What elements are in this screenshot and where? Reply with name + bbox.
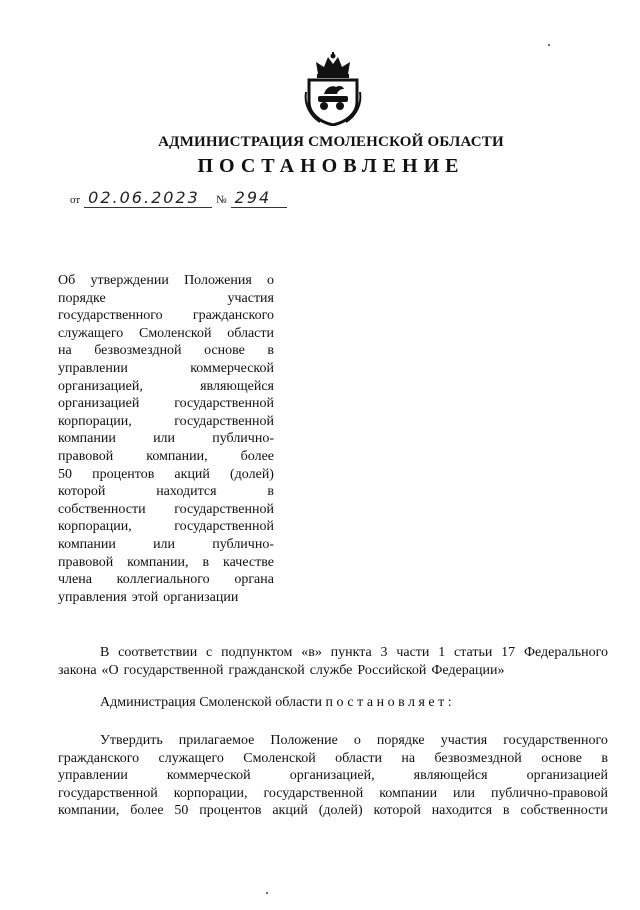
paragraph-line: управлении коммерческой организацией, являющейся организацией [58,768,608,784]
date-number-line [70,186,287,208]
title-line: компании или публично- [58,431,274,447]
paragraph-line: гражданского служащего Смоленской области на безвозмездной основе в [58,750,608,766]
paragraph-line: В соответствии с подпунктом «в» пункта 3 части 1 статьи 17 Федерального [100,645,608,660]
handwritten-number: 294 [231,189,287,208]
title-line: компании или публично- [58,536,274,552]
scan-speck [548,44,550,46]
title-line: 50 процентов акций (долей) [58,466,274,482]
document-type: ПОСТАНОВЛЕНИЕ [197,155,465,177]
number-prefix: № [216,194,227,206]
title-line: порядке участия [58,290,274,306]
title-line: организацией, являющейся [58,378,274,394]
title-line: правовой компании, в качестве [58,554,274,570]
title-line: которой находится в [58,484,274,500]
decision-paragraph [58,732,608,820]
title-line: члена коллегиального органа [58,572,274,588]
resolution-statement [58,694,608,712]
title-line: правовой компании, более [58,448,274,464]
title-line: корпорации, государственной [58,519,274,535]
title-line: собственности государственной [58,501,274,517]
paragraph-line: компании, более 50 процентов акций (долей) которой находится в собственности [58,803,608,819]
title-line: управлении коммерческой [58,360,274,376]
title-line: управления этой организации [58,589,239,605]
paragraph-line: Утвердить прилагаемое Положение о порядке участия государственного [100,733,608,748]
title-line: служащего Смоленской области [58,325,274,341]
paragraph-line: закона «О государственной гражданской службе Российской Федерации» [58,662,505,678]
organization-name: АДМИНИСТРАЦИЯ СМОЛЕНСКОЙ ОБЛАСТИ [158,134,504,150]
document-title [58,272,274,606]
legal-basis-paragraph [58,644,608,679]
resolution-verb: постановляет: [325,695,456,710]
scan-speck [266,892,268,894]
resolution-subject: Администрация Смоленской области [100,695,323,710]
paragraph-line: государственной корпорации, государственной компании или публично-правовой [58,785,608,801]
title-line: организацией государственной [58,396,274,412]
title-line: корпорации, государственной [58,413,274,429]
smolensk-coat-of-arms-icon [302,52,364,126]
date-prefix: от [70,194,81,206]
title-line: государственного гражданского [58,308,274,324]
title-line: Об утверждении Положения о [58,273,274,288]
paragraph-line [58,694,608,712]
title-line: на безвозмездной основе в [58,343,274,359]
handwritten-date: 02.06.2023 [84,189,212,208]
